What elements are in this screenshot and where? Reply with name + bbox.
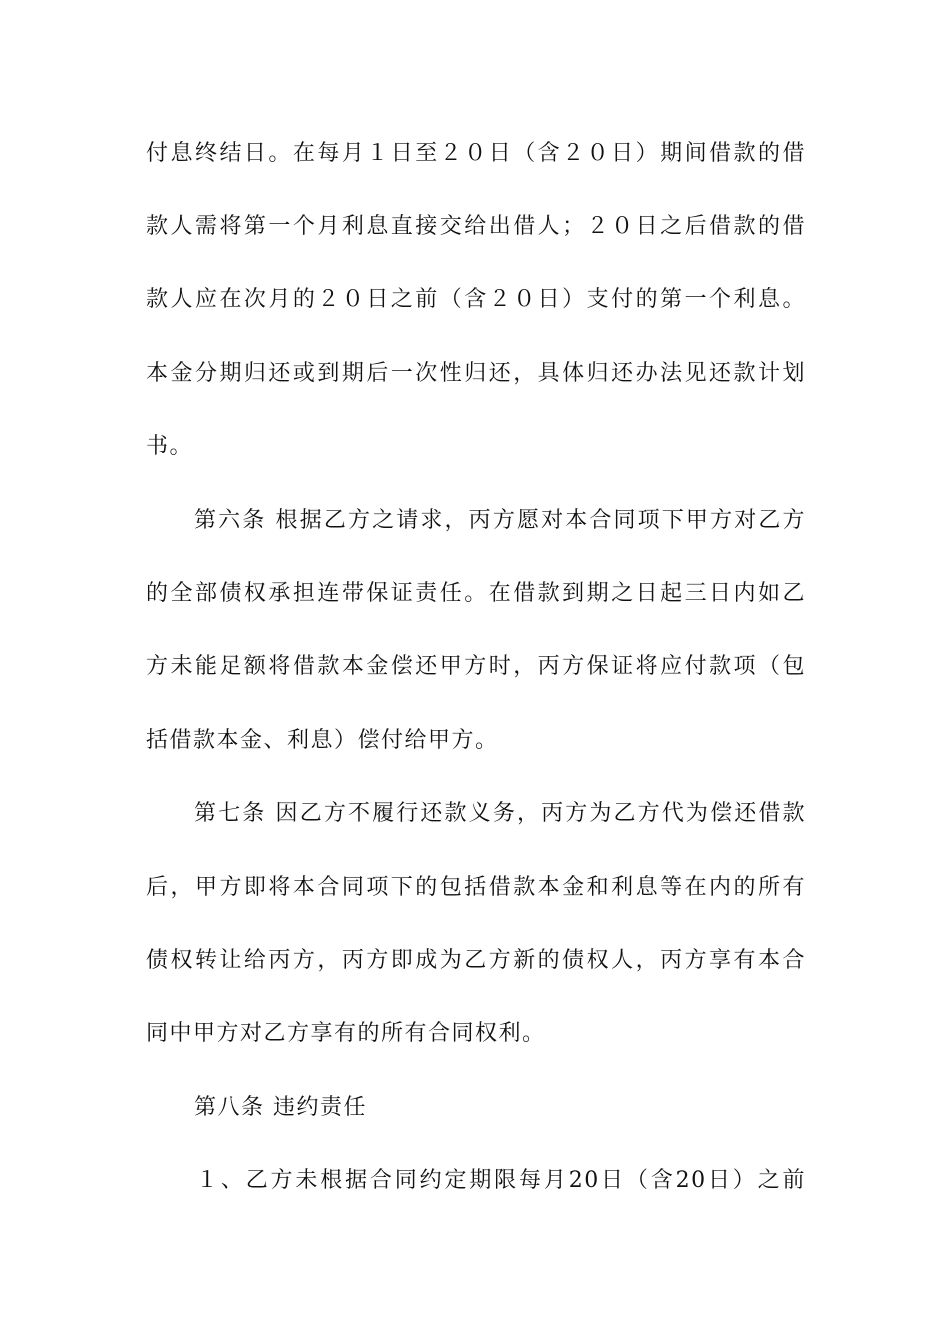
text-line: 同中甲方对乙方享有的所有合同权利。 xyxy=(146,1021,546,1046)
text-line: 款人应在次月的２０日之前（含２０日）支付的第一个利息。 xyxy=(146,287,806,312)
text-line: 债权转让给丙方，丙方即成为乙方新的债权人，丙方享有本合 xyxy=(146,948,806,973)
text-line: 的全部债权承担连带保证责任。在借款到期之日起三日内如乙 xyxy=(146,581,806,606)
text-line: 付息终结日。在每月１日至２０日（含２０日）期间借款的借 xyxy=(146,141,806,166)
text-line: 本金分期归还或到期后一次性归还，具体归还办法见还款计划 xyxy=(146,361,806,386)
text-line: 括借款本金、利息）偿付给甲方。 xyxy=(146,728,499,753)
text-line: 方未能足额将借款本金偿还甲方时，丙方保证将应付款项（包 xyxy=(146,654,806,679)
text-line: 后，甲方即将本合同项下的包括借款本金和利息等在内的所有 xyxy=(146,875,806,900)
article-eight-heading: 第八条 违约责任 xyxy=(194,1095,367,1120)
clause-one-line: １、乙方未根据合同约定期限每月20日（含20日）之前 xyxy=(196,1168,806,1193)
article-seven-heading-line: 第七条 因乙方不履行还款义务，丙方为乙方代为偿还借款 xyxy=(194,801,806,826)
text-line: 书。 xyxy=(146,434,194,459)
text-line: 款人需将第一个月利息直接交给出借人；２０日之后借款的借 xyxy=(146,214,806,239)
article-six-heading-line: 第六条 根据乙方之请求，丙方愿对本合同项下甲方对乙方 xyxy=(194,508,806,533)
